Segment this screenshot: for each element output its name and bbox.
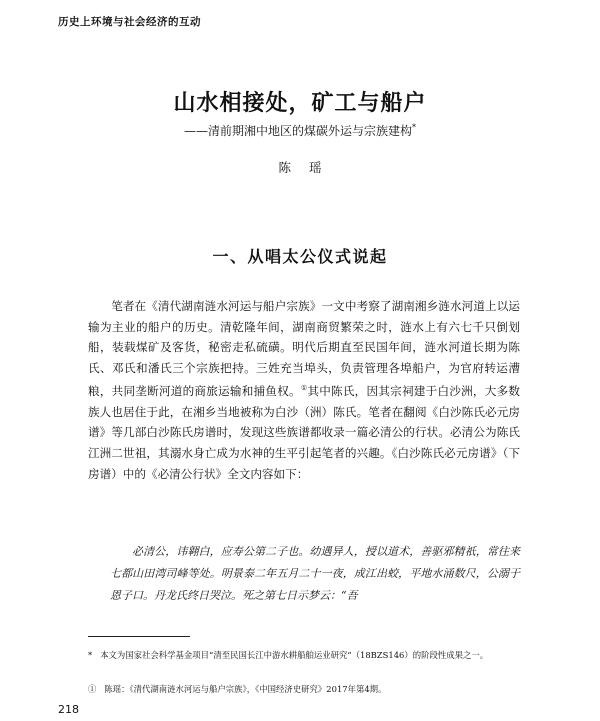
article-subtitle [0,122,600,139]
section-heading: 一、从唱太公仪式说起 [212,247,388,266]
article-subtitle-text: ——清前期湘中地区的煤碳外运与宗族建构 [183,124,412,138]
footnote-reference [88,682,520,697]
footnote-text: 陈瑶：《清代湖南涟水河运与船户宗族》，《中国经济史研究》2017年第4期。 [104,684,387,694]
footnote-marker: ① [88,684,97,694]
journal-running-header: 历史上环境与社会经济的互动 [58,16,201,28]
subtitle-footnote-marker[interactable]: * [412,123,416,132]
body-paragraph [88,296,520,484]
footnote-marker: * [88,650,93,660]
quoted-biography: 必清公，讳翱白，应寿公第二子也。幼遇异人，授以道术，善驱邪精祇，常往来七都山田湾司峰等处。明景泰二年五月二十一夜，成江出蛟，平地水涌数尺，公溺于恩子口。丹龙氏终日哭泣。死之第七日示梦云：“吾 [110,545,520,602]
body-paragraph-continuation: 其中陈氏，因其宗祠建于白沙洲，大多数族人也居住于此，在湘乡当地被称为白沙（洲）陈氏。笔者在翻阅《白沙陈氏必元房谱》等几部白沙陈氏房谱时，发现这些族谱都收录一篇必清公的行状。必清公为陈氏江洲二世祖，其溺水身亡成为水神的生平引起笔者的兴趣。《白沙陈氏必元房谱》（下房谱）中的《必清公行状》全文内容如下： [88,384,520,481]
page-number: 218 [58,703,79,716]
footnote-divider [88,636,190,637]
footnote-text: 本文为国家社会科学基金项目“清至民国长江中游水耕船舶运业研究”（18BZS146）的阶段性成果之一。 [100,650,489,660]
article-title: 山水相接处，矿工与船户 [173,91,427,116]
article-author: 陈瑶 [278,160,340,175]
footnote-ref-1[interactable]: ① [300,384,308,393]
body-paragraph-text: 笔者在《清代湖南涟水河运与船户宗族》一文中考察了湖南湘乡涟水河道上以运输为主业的船户的历史。清乾隆年间，湖南商贸繁荣之时，涟水上有六七千只倒划船，装载煤矿及客货，秘密走私硫磺。明代后期直至民国年间，涟水河道长期为陈氏、邓氏和潘氏三个宗族把持。三姓充当埠头，负责管理各埠船户，为官府转运漕粮，共同垄断河道的商旅运输和捕鱼权。 [88,299,520,399]
footnote-funding [88,648,520,663]
